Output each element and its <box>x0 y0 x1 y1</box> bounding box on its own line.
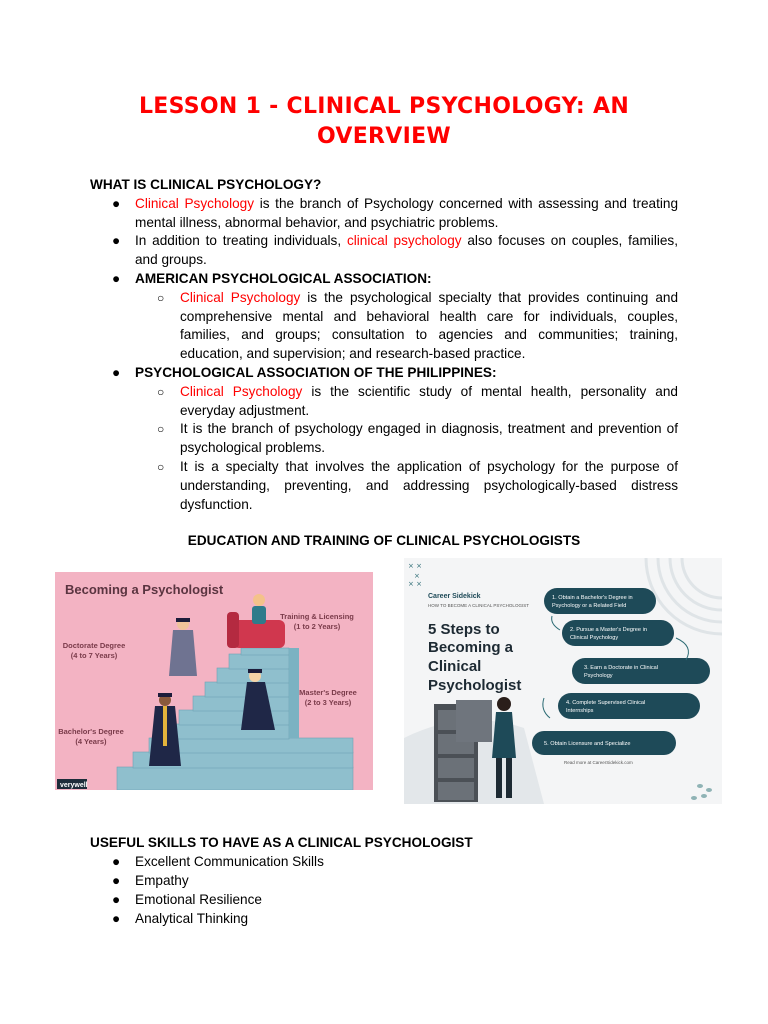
label-masters-years: (2 to 3 Years) <box>304 698 352 707</box>
step-text: 5. Obtain Licensure and Specialize <box>544 741 631 747</box>
section-skills <box>90 833 678 928</box>
list-item <box>90 420 678 458</box>
item-text: is the psychological specialty that provides continuing and comprehensive mental and behavioral health care for individuals, couples, families, and groups; consultation to agencies and communities; training, education, and supervision; and research-based practice. <box>180 289 679 362</box>
svg-text:× ×: × × <box>408 580 422 588</box>
step-text: 4. Complete Supervised Clinical <box>566 700 646 706</box>
staircase-illustration <box>55 572 373 790</box>
section-heading: WHAT IS CLINICAL PSYCHOLOGY? <box>90 177 322 192</box>
label-doctorate-years: (4 to 7 Years) <box>70 651 118 660</box>
list-item <box>90 890 678 909</box>
verywell-logo: verywell <box>60 782 88 789</box>
brand-sidekick: Sidekick <box>452 593 481 600</box>
five-steps-infographic <box>404 558 722 804</box>
item-text: Analytical Thinking <box>135 911 249 926</box>
brand-career: Career <box>428 593 451 600</box>
subsection-heading: AMERICAN PSYCHOLOGICAL ASSOCIATION: <box>135 270 432 286</box>
infographic-subtitle: HOW TO BECOME A CLINICAL PSYCHOLOGIST <box>428 603 529 608</box>
list-item <box>90 871 678 890</box>
becoming-psychologist-image <box>55 572 373 790</box>
bullet-icon: ● <box>112 854 121 869</box>
label-bachelors-years: (4 Years) <box>75 737 107 746</box>
bullet-icon: ● <box>112 911 121 926</box>
hollow-bullet-icon: ○ <box>157 459 165 474</box>
label-bachelors: Bachelor's Degree <box>58 727 124 736</box>
item-text: also focuses on couples, families, and groups. <box>135 233 678 268</box>
step-text: 2. Pursue a Master's Degree in <box>570 627 647 633</box>
hollow-bullet-icon: ○ <box>157 422 165 437</box>
highlight-term: Clinical Psychology <box>180 289 301 305</box>
bullet-icon: ● <box>112 873 121 888</box>
step-2 <box>562 620 674 646</box>
list-item <box>90 458 678 514</box>
page-title: LESSON 1 - CLINICAL PSYCHOLOGY: AN OVERVIEW <box>138 94 630 149</box>
list-item <box>90 383 678 421</box>
section-heading: USEFUL SKILLS TO HAVE AS A CLINICAL PSYCHOLOGIST <box>90 835 473 850</box>
item-text: Emotional Resilience <box>135 892 262 907</box>
step-1 <box>544 588 656 614</box>
section-what-is <box>90 176 678 514</box>
hollow-bullet-icon: ○ <box>157 290 165 305</box>
bullet-icon: ● <box>112 233 121 249</box>
list-item <box>90 289 678 364</box>
big-title-line: 5 Steps to <box>428 621 500 638</box>
step-text: 3. Earn a Doctorate in Clinical <box>584 665 658 671</box>
item-text: In addition to treating individuals, <box>135 233 347 249</box>
big-title-line: Clinical <box>428 658 482 675</box>
five-steps-image <box>404 558 722 804</box>
step-text: Psychology <box>584 673 613 679</box>
bullet-icon: ● <box>112 195 121 211</box>
label-training-years: (1 to 2 Years) <box>293 622 341 631</box>
item-text: Empathy <box>135 873 189 888</box>
list-item <box>90 364 678 383</box>
section-heading: EDUCATION AND TRAINING OF CLINICAL PSYCHOLOGISTS <box>187 533 581 548</box>
item-text: It is the branch of psychology engaged in diagnosis, treatment and prevention of psychological problems. <box>180 421 678 456</box>
step-4 <box>558 693 700 719</box>
list-item <box>90 852 678 871</box>
bullet-icon: ● <box>112 364 121 380</box>
step-5 <box>532 731 676 755</box>
list-item <box>90 270 678 289</box>
infographic-title: Becoming a Psychologist <box>65 582 224 597</box>
item-text: is the scientific study of mental health, personality and everyday adjustment. <box>180 383 678 418</box>
subsection-heading: PSYCHOLOGICAL ASSOCIATION OF THE PHILIPPINES: <box>135 364 497 380</box>
svg-text:×: × <box>414 572 420 580</box>
step-text: 1. Obtain a Bachelor's Degree in <box>552 595 633 601</box>
step-text: Clinical Psychology <box>570 635 619 641</box>
item-text: is the branch of Psychology concerned with assessing and treating mental illness, abnormal behavior, and psychiatric problems. <box>135 195 679 230</box>
graduate-figure <box>252 594 266 624</box>
big-title-line: Psychologist <box>428 677 522 694</box>
list-item <box>90 232 678 270</box>
svg-text:Career Sidekick <box>428 593 481 600</box>
label-doctorate: Doctorate Degree <box>62 641 126 650</box>
item-text: Excellent Communication Skills <box>135 854 324 869</box>
hollow-bullet-icon: ○ <box>157 384 165 399</box>
bullet-list <box>90 195 678 515</box>
label-training: Training & Licensing <box>280 612 354 621</box>
infographic-footer: Read more at CareerSidekick.com <box>564 760 633 765</box>
list-item <box>90 195 678 233</box>
item-text: It is a specialty that involves the application of psychology for the purpose of understanding, preventing, and addressing psychologically-based distress dysfunction. <box>180 458 678 512</box>
bullet-icon: ● <box>112 270 121 286</box>
label-masters: Master's Degree <box>299 688 357 697</box>
step-3 <box>572 658 710 684</box>
highlight-term: Clinical Psychology <box>180 383 303 399</box>
highlight-term: clinical psychology <box>346 233 462 249</box>
step-text: Internships <box>566 708 594 714</box>
highlight-term: Clinical Psychology <box>135 195 255 211</box>
svg-text:× ×: × × <box>408 562 422 570</box>
step-text: Psychology or a Related Field <box>552 603 627 609</box>
bullet-icon: ● <box>112 892 121 907</box>
big-title-line: Becoming a <box>428 639 514 656</box>
list-item <box>90 909 678 928</box>
bullet-list <box>90 852 678 928</box>
